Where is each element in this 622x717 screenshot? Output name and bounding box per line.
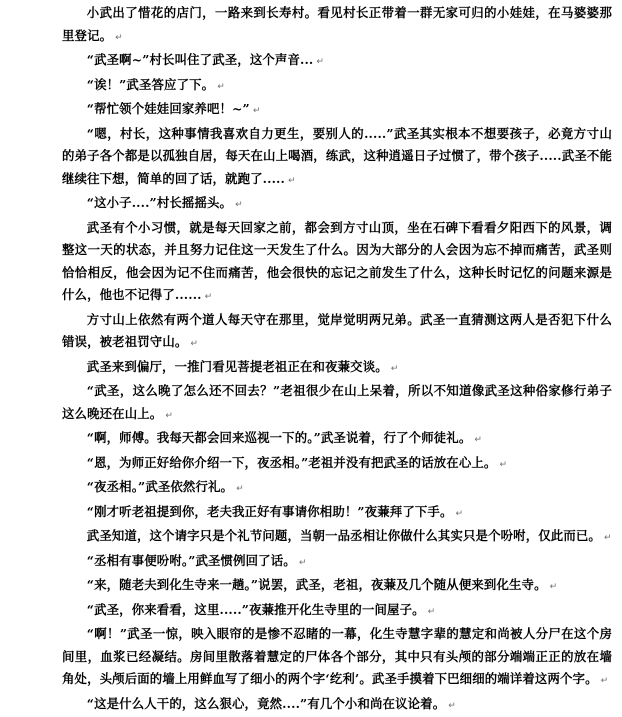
paragraph-mark-icon: ↵: [253, 106, 261, 116]
paragraph-mark-icon: ↵: [316, 57, 324, 67]
paragraph-mark-icon: ↵: [428, 607, 436, 617]
paragraph-mark-icon: ↵: [190, 339, 198, 349]
paragraph-mark-icon: ↵: [235, 200, 243, 210]
paragraph: “啊，师傅。我每天都会回来巡视一下的。”武圣说着，行了个师徒礼。 ↵: [62, 427, 612, 452]
paragraph: “丞相有事便吩咐。”武圣惯例回了话。 ↵: [62, 550, 612, 575]
paragraph: “武圣啊~”村长叫住了武圣，这个声音... ↵: [62, 49, 612, 74]
paragraph-mark-icon: ↵: [288, 176, 296, 186]
paragraph-mark-icon: ↵: [601, 676, 609, 686]
paragraph: “刚才听老祖提到你，老夫我正好有事请你相助！”夜蒹拜了下手。 ↵: [62, 501, 612, 526]
paragraph: “恩，为师正好给你介绍一下，夜丞相。”老祖并没有把武圣的话放在心上。 ↵: [62, 452, 612, 477]
paragraph-mark-icon: ↵: [165, 411, 173, 421]
paragraph-mark-icon: ↵: [604, 533, 612, 543]
paragraph: “这是什么人干的，这么狠心，竟然....”有几个小和尚在议论着。 ↵: [62, 693, 612, 717]
paragraph: 小武出了惜花的店门，一路来到长寿村。看见村长正带着一群无家可归的小娃娃，在马婆婆那里登记。 ↵: [62, 2, 612, 49]
paragraph-mark-icon: ↵: [499, 460, 507, 470]
paragraph-mark-icon: ↵: [115, 33, 123, 43]
paragraph-mark-icon: ↵: [391, 364, 399, 374]
paragraph: 武圣来到偏厅，一推门看见菩提老祖正在和夜蒹交谈。 ↵: [62, 356, 612, 381]
paragraph: 武圣有个小习惯，就是每天回家之前，都会到方寸山顶，坐在石碑下看看夕阳西下的风景，调整这一天的状态，并且努力记住这一天发生了什么。因为大部分的人会因为忘不掉而痛苦，武圣则恰恰相反，他会因为记不住而痛苦，他会很快的忘记之前发生了什么，这种长时记忆的问题来源是什么，他也不记得了...... ↵: [62, 217, 612, 309]
paragraph-mark-icon: ↵: [299, 558, 307, 568]
paragraph: 方寸山上依然有两个道人每天守在那里，觉岸觉明两兄弟。武圣一直猜测这两人是否犯下什么错误，被老祖罚守山。 ↵: [62, 309, 612, 356]
paragraph: 武圣知道，这个请字只是个礼节问题，当朝一品丞相让你做什么其实只是个吩咐，仅此而已。 ↵: [62, 525, 612, 550]
paragraph-mark-icon: ↵: [205, 292, 213, 302]
paragraph: “啊！”武圣一惊，映入眼帘的是惨不忍睹的一幕，化生寺慧字辈的慧定和尚被人分尸在这个房间里，血浆已经凝结。房间里散落着慧定的尸体各个部分，其中只有头颅的部分端端正正的放在墙角处，头颅后面的墙上用鲜血写了细小的两个字‘纥利’。武圣手摸着下巴细细的端详着这两个字。 ↵: [62, 623, 612, 693]
paragraph-mark-icon: ↵: [236, 484, 244, 494]
paragraph: “诶！”武圣答应了下。 ↵: [62, 74, 612, 99]
paragraph-mark-icon: ↵: [217, 82, 225, 92]
paragraph-mark-icon: ↵: [550, 582, 558, 592]
paragraph: “武圣，这么晚了怎么还不回去？”老祖很少在山上呆着，所以不知道像武圣这种俗家修行弟子这么晚还在山上。 ↵: [62, 380, 612, 427]
paragraph-mark-icon: ↵: [474, 435, 482, 445]
paragraph: “帮忙领个娃娃回家养吧！~” ↵: [62, 98, 612, 123]
paragraph: “来，随老夫到化生寺来一趟。”说罢，武圣，老祖，夜蒹及几个随从便来到化生寺。 ↵: [62, 574, 612, 599]
paragraph: “这小子....”村长摇摇头。 ↵: [62, 192, 612, 217]
paragraph: “夜丞相。”武圣依然行礼。 ↵: [62, 476, 612, 501]
paragraph: “嗯，村长，这种事情我喜欢自力更生，要别人的.....”武圣其实根本不想要孩子，必竟方寸山的弟子各个都是以孤独自居，每天在山上喝酒，练武，这种逍遥日子过惯了，带个孩子.....武圣不能继续往下想，简单的回了话，就跑了..... ↵: [62, 123, 612, 193]
paragraph-mark-icon: ↵: [448, 701, 456, 711]
paragraph-mark-icon: ↵: [456, 509, 464, 519]
paragraph: “武圣，你来看看，这里.....”夜蒹推开化生寺里的一间屋子。 ↵: [62, 599, 612, 624]
